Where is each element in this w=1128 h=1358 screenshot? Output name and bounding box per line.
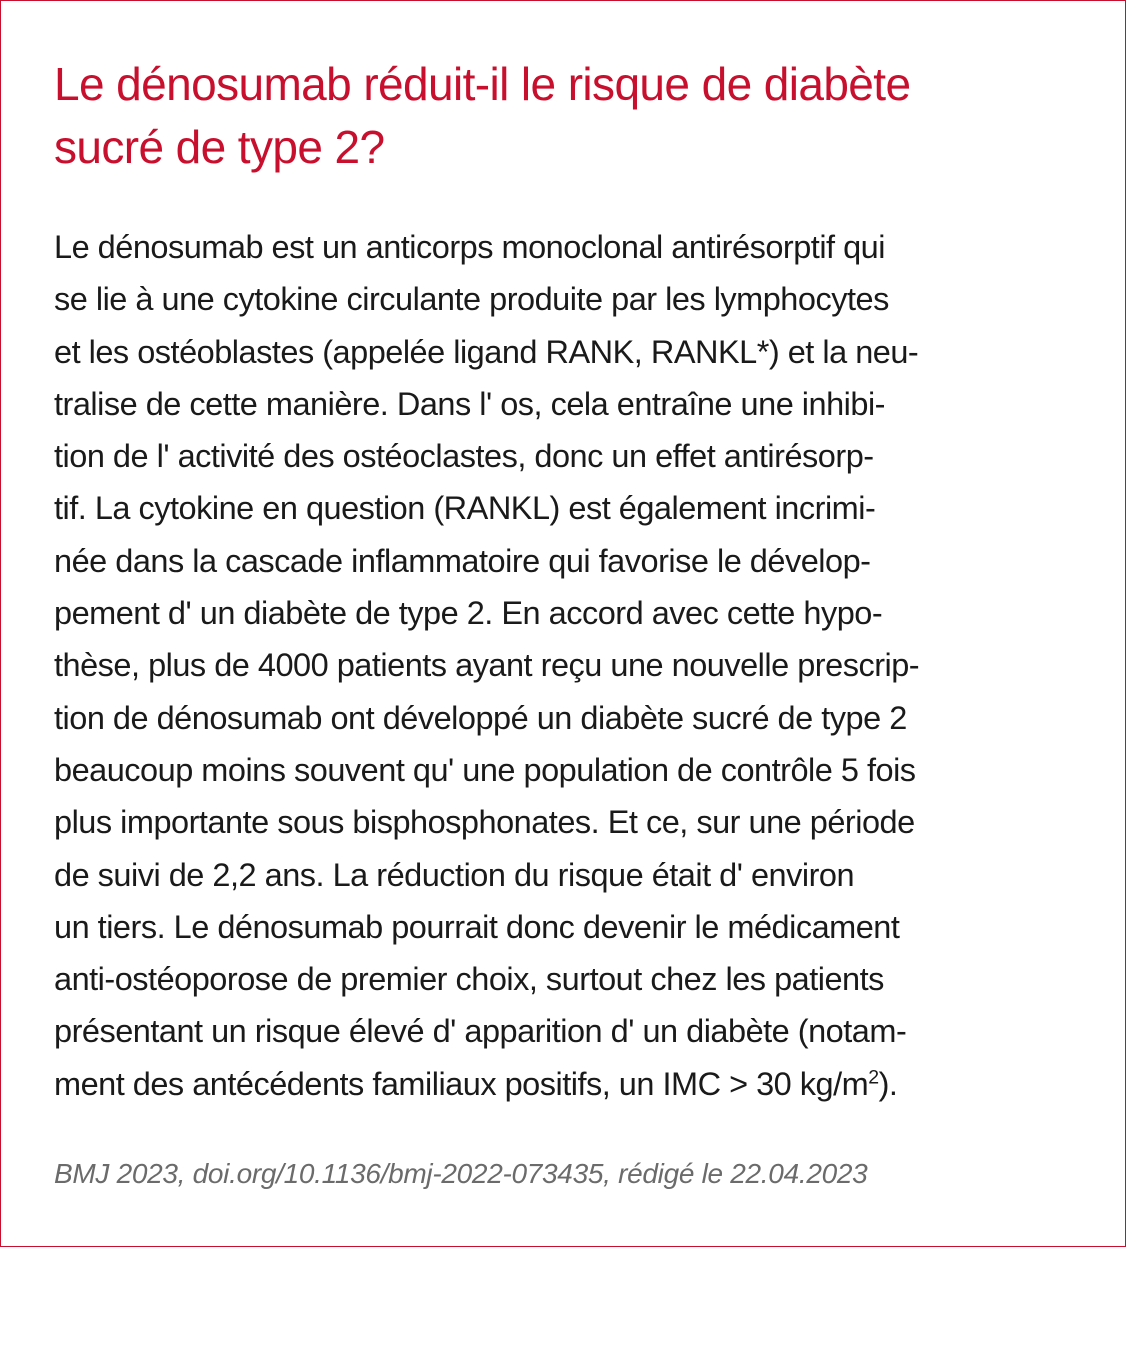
last-line-text: ment des antécédents familiaux positifs, un IMC > 30 kg/m bbox=[54, 1065, 869, 1102]
last-line-end: ). bbox=[878, 1065, 898, 1102]
body-line: tion de l' activité des ostéoclastes, donc un effet antirésorp- bbox=[54, 438, 874, 475]
body-line: beaucoup moins souvent qu' une population de contrôle 5 fois bbox=[54, 751, 916, 788]
body-line: tif. La cytokine en question (RANKL) est également incrimi- bbox=[54, 490, 876, 527]
article-title bbox=[54, 53, 1084, 179]
body-line: de suivi de 2,2 ans. La réduction du risque était d' environ bbox=[54, 856, 855, 893]
body-line: se lie à une cytokine circulante produite par les lymphocytes bbox=[54, 281, 889, 318]
body-line-last bbox=[54, 1058, 1084, 1110]
body-line: pement d' un diabète de type 2. En accord avec cette hypo- bbox=[54, 595, 883, 632]
body-line: tion de dénosumab ont développé un diabète sucré de type 2 bbox=[54, 699, 907, 736]
title-line: sucré de type 2? bbox=[54, 121, 385, 173]
body-line: anti-ostéoporose de premier choix, surtout chez les patients bbox=[54, 961, 884, 998]
title-line: Le dénosumab réduit-il le risque de diabète bbox=[54, 58, 911, 110]
article-body bbox=[54, 221, 1084, 1110]
body-line: tralise de cette manière. Dans l' os, cela entraîne une inhibi- bbox=[54, 385, 886, 422]
body-line: plus importante sous bisphosphonates. Et ce, sur une période bbox=[54, 804, 915, 841]
body-line: Le dénosumab est un anticorps monoclonal antirésorptif qui bbox=[54, 229, 885, 265]
source-citation: BMJ 2023, doi.org/10.1136/bmj-2022-073435, rédigé le 22.04.2023 bbox=[54, 1158, 868, 1189]
body-line: née dans la cascade inflammatoire qui favorise le dévelop- bbox=[54, 542, 871, 579]
superscript-two: 2 bbox=[868, 1066, 879, 1089]
body-line: thèse, plus de 4000 patients ayant reçu une nouvelle prescrip- bbox=[54, 647, 920, 684]
body-line: un tiers. Le dénosumab pourrait donc devenir le médicament bbox=[54, 908, 900, 945]
body-line: et les ostéoblastes (appelée ligand RANK, RANKL*) et la neu- bbox=[54, 333, 919, 370]
body-line: présentant un risque élevé d' apparition d' un diabète (notam- bbox=[54, 1013, 907, 1050]
